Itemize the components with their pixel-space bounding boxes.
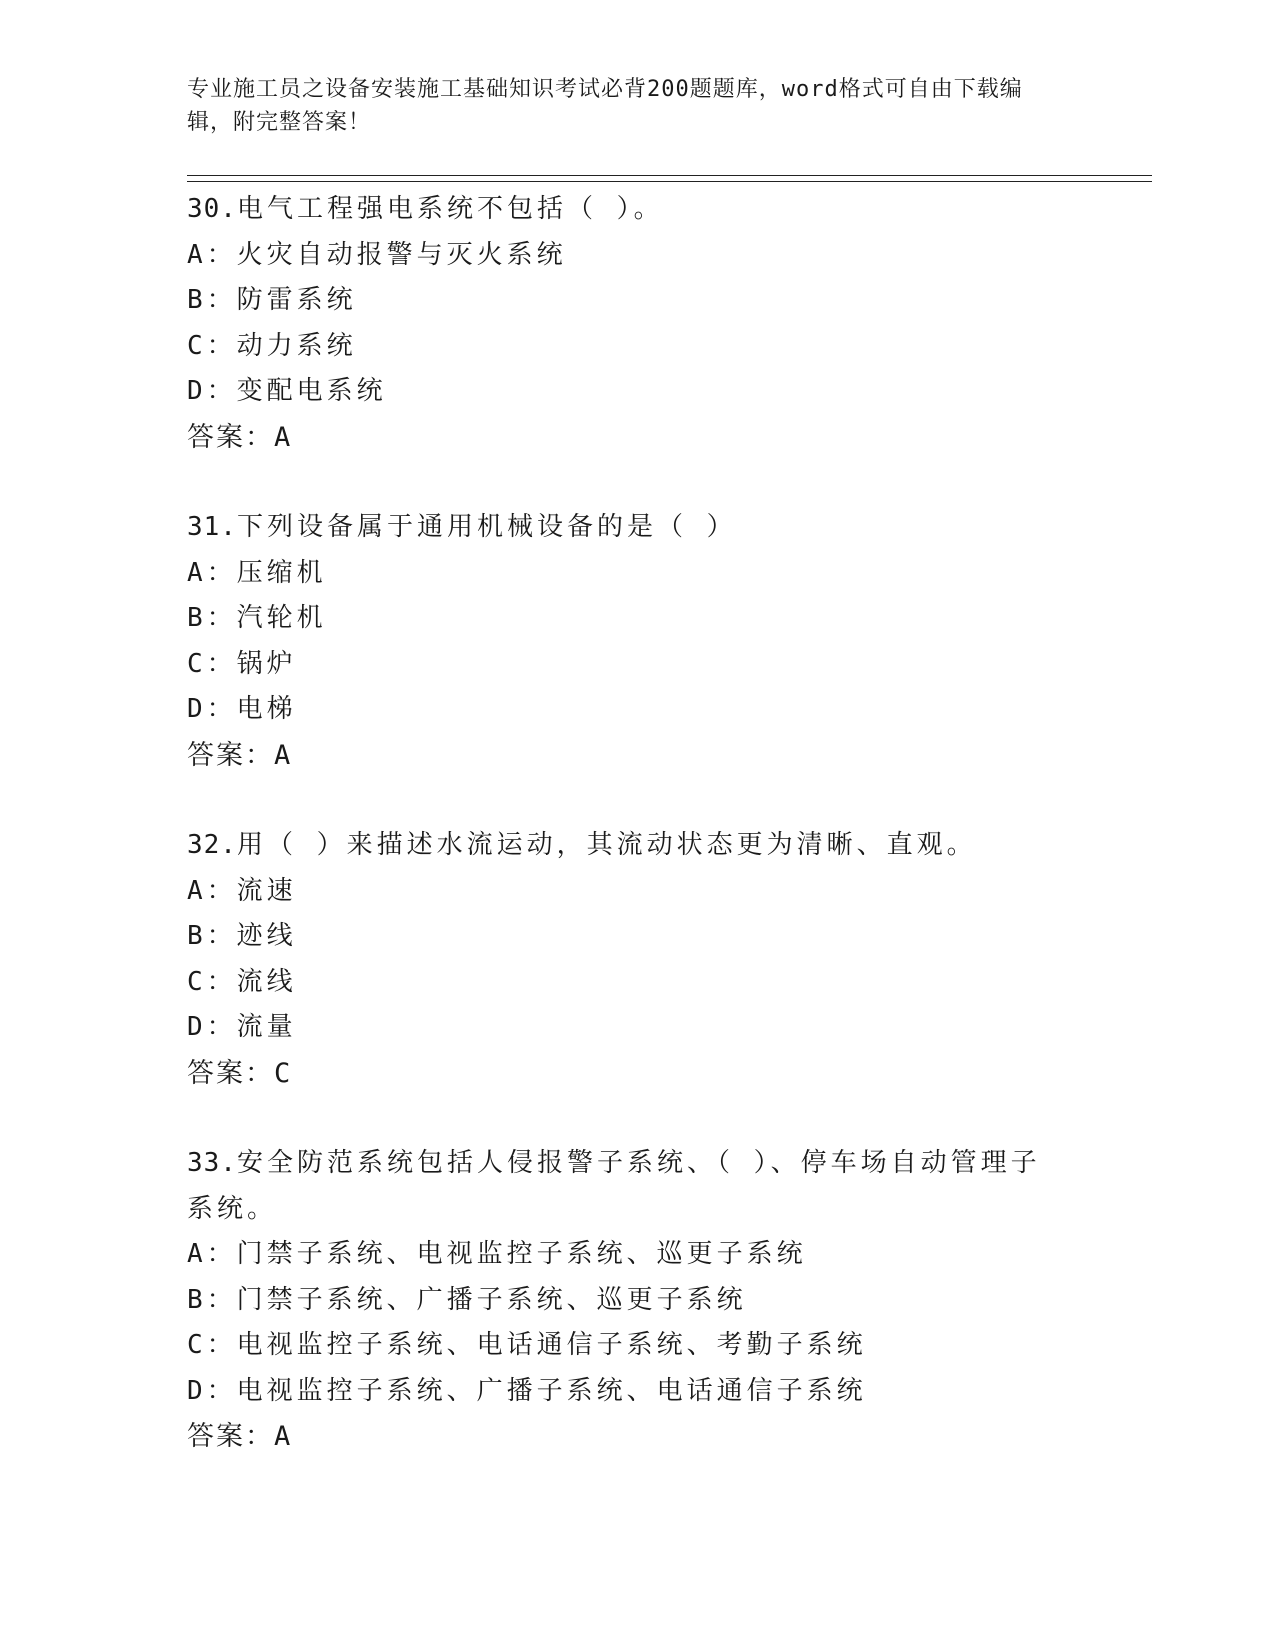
option-label: B： bbox=[187, 921, 237, 951]
option-label: D： bbox=[187, 1375, 237, 1406]
option-text: 门禁子系统、电视监控子系统、巡更子系统 bbox=[236, 1239, 807, 1269]
option-label: C： bbox=[187, 648, 237, 679]
option-b bbox=[187, 1278, 1057, 1324]
option-b bbox=[187, 914, 1067, 960]
option-label: B： bbox=[187, 603, 237, 633]
question-number: 32. bbox=[187, 830, 237, 860]
option-a bbox=[187, 551, 1067, 597]
option-c bbox=[187, 642, 1067, 688]
option-d bbox=[187, 369, 1067, 415]
option-text: 电视监控子系统、电话通信子系统、考勤子系统 bbox=[236, 1330, 867, 1360]
option-d bbox=[187, 687, 1067, 733]
option-text: 迹线 bbox=[236, 921, 297, 951]
answer-line bbox=[187, 733, 1067, 779]
option-text: 动力系统 bbox=[236, 330, 357, 361]
option-c bbox=[187, 324, 1067, 370]
answer-line bbox=[187, 415, 1067, 461]
question-32 bbox=[187, 823, 1067, 1096]
answer-label: 答案： bbox=[187, 739, 274, 771]
option-d bbox=[187, 1369, 1057, 1415]
answer-line bbox=[187, 1051, 1067, 1097]
question-30 bbox=[187, 187, 1067, 460]
question-text: 安全防范系统包括人侵报警子系统、（ ）、停车场自动管理子系统。 bbox=[187, 1148, 1041, 1224]
option-label: B： bbox=[187, 1284, 237, 1315]
option-text: 锅炉 bbox=[236, 648, 297, 679]
option-text: 压缩机 bbox=[236, 557, 327, 588]
option-text: 电视监控子系统、广播子系统、电话通信子系统 bbox=[236, 1375, 867, 1406]
option-label: A： bbox=[187, 239, 237, 270]
option-text: 火灾自动报警与灭火系统 bbox=[236, 239, 567, 270]
option-b bbox=[187, 596, 1067, 642]
question-stem bbox=[187, 187, 1067, 233]
option-label: D： bbox=[187, 376, 237, 406]
option-label: C： bbox=[187, 966, 237, 997]
question-text: 下列设备属于通用机械设备的是（ ） bbox=[236, 512, 737, 542]
document-header: 专业施工员之设备安装施工基础知识考试必背200题题库，word格式可自由下载编辑，附完整答案！ bbox=[187, 77, 1023, 135]
question-text: 电气工程强电系统不包括（ ）。 bbox=[236, 194, 664, 224]
option-label: A： bbox=[187, 1239, 237, 1269]
question-stem bbox=[187, 1141, 1057, 1232]
option-a bbox=[187, 1232, 1057, 1278]
header-divider-bottom bbox=[187, 181, 1152, 182]
answer-label: 答案： bbox=[187, 421, 274, 453]
question-33 bbox=[187, 1141, 1057, 1460]
question-number: 33. bbox=[187, 1148, 237, 1178]
option-b bbox=[187, 278, 1067, 324]
option-a bbox=[187, 869, 1067, 915]
question-stem bbox=[187, 505, 1067, 551]
option-label: D： bbox=[187, 694, 237, 724]
option-d bbox=[187, 1005, 1067, 1051]
option-text: 变配电系统 bbox=[236, 376, 387, 406]
question-number: 31. bbox=[187, 512, 237, 542]
option-c bbox=[187, 960, 1067, 1006]
question-text: 用（ ）来描述水流运动，其流动状态更为清晰、直观。 bbox=[236, 830, 977, 860]
option-text: 流速 bbox=[236, 875, 297, 906]
answer-line bbox=[187, 1414, 1057, 1460]
header-divider-top bbox=[187, 175, 1152, 176]
option-text: 防雷系统 bbox=[236, 285, 357, 315]
answer-label: 答案： bbox=[187, 1421, 274, 1452]
option-label: D： bbox=[187, 1012, 237, 1042]
option-c bbox=[187, 1323, 1057, 1369]
option-label: B： bbox=[187, 285, 237, 315]
answer-value: A bbox=[274, 739, 293, 771]
answer-value: C bbox=[274, 1057, 293, 1089]
option-text: 门禁子系统、广播子系统、巡更子系统 bbox=[236, 1284, 747, 1315]
option-label: A： bbox=[187, 875, 237, 906]
answer-value: A bbox=[274, 1421, 293, 1452]
question-31 bbox=[187, 505, 1067, 778]
option-text: 流线 bbox=[236, 966, 297, 997]
question-stem bbox=[187, 823, 1067, 869]
option-text: 电梯 bbox=[236, 694, 297, 724]
option-label: A： bbox=[187, 557, 237, 588]
answer-value: A bbox=[274, 421, 293, 453]
option-label: C： bbox=[187, 330, 237, 361]
question-number: 30. bbox=[187, 194, 237, 224]
option-text: 流量 bbox=[236, 1012, 297, 1042]
option-text: 汽轮机 bbox=[236, 603, 327, 633]
answer-label: 答案： bbox=[187, 1057, 274, 1089]
option-a bbox=[187, 233, 1067, 279]
option-label: C： bbox=[187, 1330, 237, 1360]
